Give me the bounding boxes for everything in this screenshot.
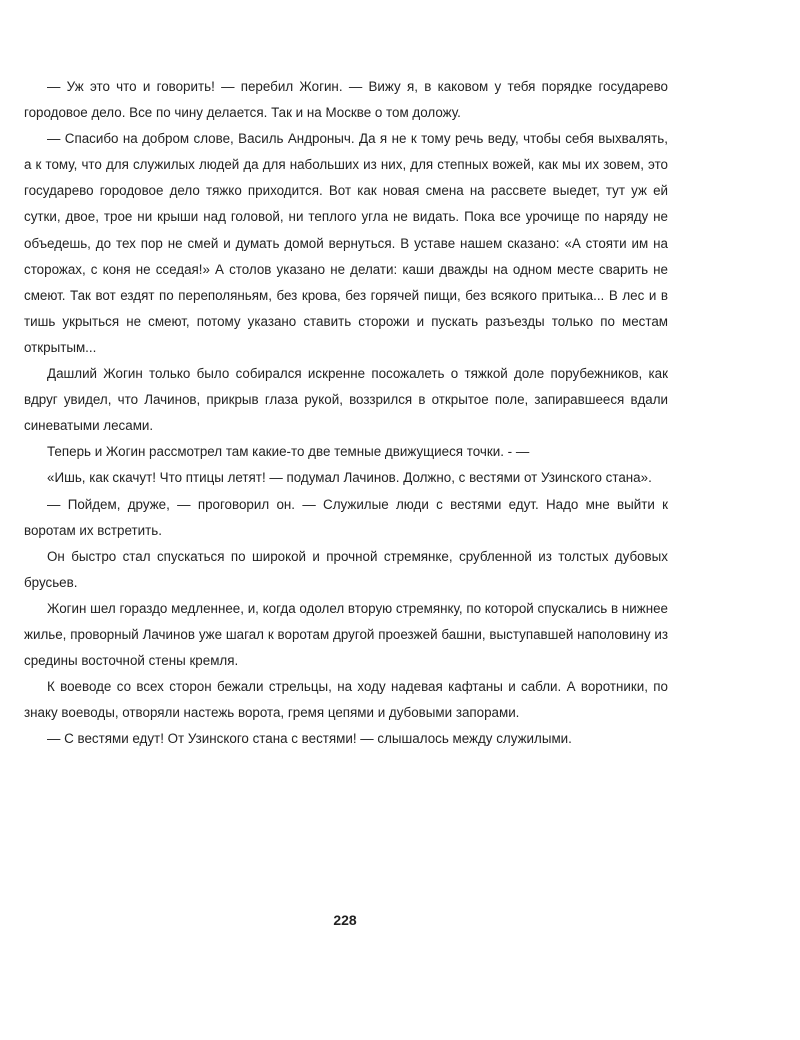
page-number: 228 xyxy=(333,912,357,928)
paragraph-3: Дашлий Жогин только было собирался искренне посожалеть о тяжкой доле порубежников, как вдруг увидел, что Лачинов, прикрыв глаза рукой, воззрился в открытое поле, запиравшееся вдали синеватыми лесами. xyxy=(24,366,668,434)
paragraph-4: Теперь и Жогин рассмотрел там какие-то две темные движущиеся точки. - — xyxy=(47,444,530,460)
paragraph-7: Он быстро стал спускаться по широкой и прочной стремянке, срубленной из толстых дубовых брусьев. xyxy=(24,548,668,590)
paragraph-10: — С вестями едут! От Узинского стана с вестями! — слышалось между служилыми. xyxy=(47,731,572,747)
paragraph-5: «Ишь, как скачут! Что птицы летят! — подумал Лачинов. Должно, с вестями от Узинского стана». xyxy=(47,470,652,486)
paragraph-8: Жогин шел гораздо медленнее, и, когда одолел вторую стремянку, по которой спускались в нижнее жилье, проворный Лачинов уже шагал к воротам другой проезжей башни, выступавшей наполовину из средины восточной стены кремля. xyxy=(24,600,668,669)
text-block xyxy=(24,74,668,752)
paragraph-2: — Спасибо на добром слове, Василь Андроныч. Да я не к тому речь веду, чтобы себя выхвалять, а к тому, что для служилых людей да для набольших из них, для степных вожей, как мы их зовем, это государево городовое дело тяжко приходится. Вот как новая смена на рассвете выедет, тут уж ей сутки, двое, трое ни крыши над головой, ни теплого угла не видать. Пока все урочище по наряду не объедешь, до тех пор не смей и думать домой вернуться. В уставе нашем сказано: «А стояти им на сторожах, с коня не сседая!» А столов указано не делати: каши дважды на одном месте сварить не смеют. Так вот ездят по переполяньям, без крова, без горячей пищи, без всякого притыка... В лес и в тишь укрыться не смеют, потому указано ставить сторожи и пускать разъезды только по местам открытым... xyxy=(24,131,668,355)
paragraph-1: — Уж это что и говорить! — перебил Жогин. — Вижу я, в каковом у тебя порядке государево городовое дело. Все по чину делается. Так и на Москве о том доложу. xyxy=(24,79,668,121)
paragraph-6: — Пойдем, друже, — проговорил он. — Служилые люди с вестями едут. Надо мне выйти к воротам их встретить. xyxy=(24,496,668,538)
paragraph-9: К воеводе со всех сторон бежали стрельцы, на ходу надевая кафтаны и сабли. А воротники, по знаку воеводы, отворяли настежь ворота, гремя цепями и дубовыми запорами. xyxy=(24,679,668,721)
